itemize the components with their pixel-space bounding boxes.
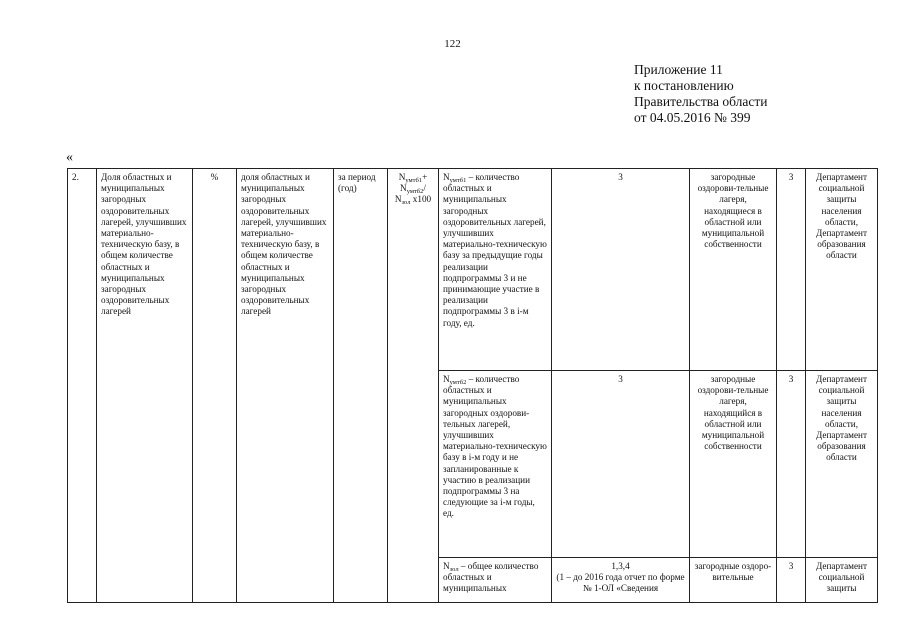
formula-subscript: умтб2 [406,188,424,196]
method-cell: 3 [552,371,690,558]
coverage-cell: 3 [777,169,806,371]
object-cell: загородные оздорови-тельные лагеря, находящийся в областной или муниципальной собственности [690,371,777,558]
appendix-line: Приложение 11 [634,62,723,77]
variable-subscript: умтб1 [449,177,467,184]
method-cell: 3 [552,169,690,371]
object-cell: загородные оздорови-тельные лагеря, находящиеся в областной или муниципальной собственности [690,169,777,371]
appendix-line: от 04.05.2016 № 399 [634,110,751,125]
variable-symbol: N [443,561,450,571]
variable-description: – количество областных и муниципальных загородных оздорови-тельных лагерей, улучшивших материально-техническую базу в i-м году и не запланированные к участию в реализации подпрограммы 3 на следующие за i-м годы, ед. [443,374,547,519]
appendix-line: к постановлению [634,78,734,93]
appendix-line: Правительства области [634,94,768,109]
variable-symbol: N [443,172,450,182]
formula-symbol: N [394,194,402,205]
opening-quote: « [66,150,73,165]
method-line: 1,3,4 [611,561,630,571]
method-line: (1 – до 2016 года отчет по форме № 1-ОЛ «Сведения [556,572,685,594]
responsible-cell: Департамент социальной защиты населения области, Департамент образования области [806,169,878,371]
page-number: 122 [444,38,461,50]
variable-description-cell [439,558,552,603]
variable-description: – общее количество областных и муниципальных [443,561,539,594]
variable-subscript: умтб2 [449,379,467,386]
table-row [68,169,878,371]
formula-symbol: N [398,172,406,182]
definition-cell: доля областных и муниципальных загородных оздоровительных лагерей, улучшивших материально-техническую базу, в общем количестве областных и муниципальных загородных оздоровительных лагерей [237,169,334,603]
coverage-cell: 3 [777,558,806,603]
variable-description: – количество областных и муниципальных загородных оздоровительных лагерей, улучшивших материально-техническую базу за предыдущие годы реализации подпрограммы 3 и не принимающие участие в реализации подпрограммы 3 в i-м году, ед. [443,172,547,328]
formula-symbol: N [400,183,407,194]
coverage-cell: 3 [777,371,806,558]
variable-symbol: N [443,374,450,384]
responsible-cell: Департамент социальной защиты населения области, Департамент образования области [806,371,878,558]
variable-description-cell [439,169,552,371]
indicator-table [67,168,878,603]
variable-description-cell [439,371,552,558]
period-cell: за период (год) [334,169,388,603]
object-cell: загородные оздоро-вительные [690,558,777,603]
responsible-cell: Департамент социальной защиты [806,558,878,603]
method-cell [552,558,690,603]
appendix-header [634,62,767,126]
variable-subscript: зол [449,566,459,573]
formula-subscript: умтб1 [405,177,423,184]
formula-cell: $N_{умтб1}+$ $N_{умтб2}/$ $N_{зол}$ х100 [388,169,439,603]
formula-tail: х100 [412,194,432,205]
unit-cell: % [193,169,237,603]
indicator-name-cell: Доля областных и муниципальных загородных оздоровительных лагерей, улучшивших материально-техническую базу, в общем количестве областных и муниципальных загородных оздоровительных лагерей [97,169,193,603]
row-number-cell: 2. [68,169,97,603]
formula-subscript: зол [401,199,411,207]
